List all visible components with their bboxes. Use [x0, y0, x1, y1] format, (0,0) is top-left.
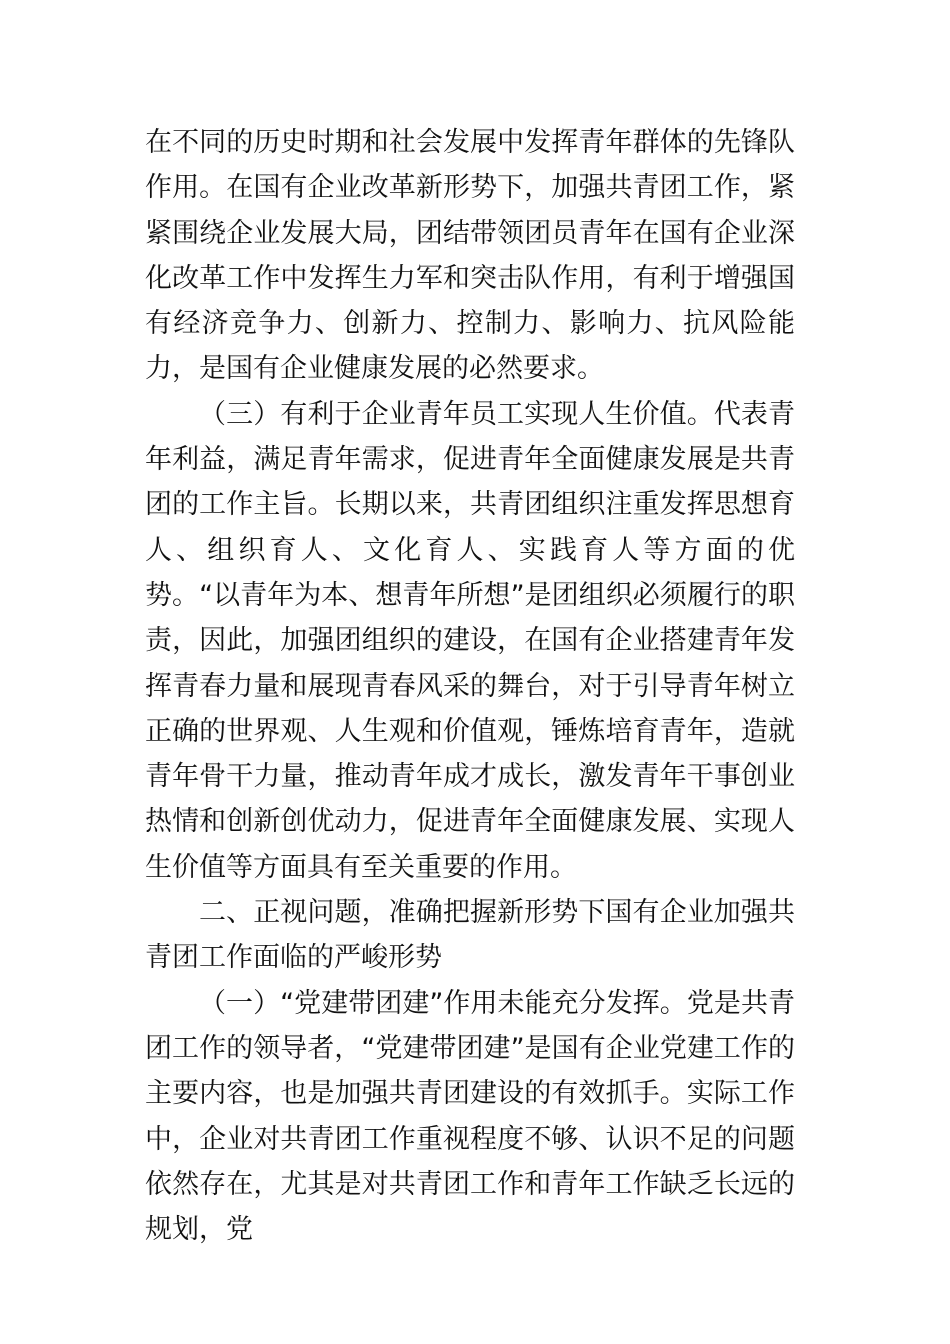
document-body: [145, 120, 795, 1252]
paragraph-continuation: 在不同的历史时期和社会发展中发挥青年群体的先锋队作用。在国有企业改革新形势下，加强共青团工作，紧紧围绕企业发展大局，团结带领团员青年在国有企业深化改革工作中发挥生力军和突击队作用，有利于增强国有经济竞争力、创新力、控制力、影响力、抗风险能力，是国有企业健康发展的必然要求。: [145, 127, 795, 385]
section-heading-two: 二、正视问题，准确把握新形势下国有企业加强共青团工作面临的严峻形势: [145, 897, 795, 974]
paragraph-section-three: （三）有利于企业青年员工实现人生价值。代表青年利益，满足青年需求，促进青年全面健康发展是共青团的工作主旨。长期以来，共青团组织注重发挥思想育人、组织育人、文化育人、实践育人等方面的优势。“以青年为本、想青年所想”是团组织必须履行的职责，因此，加强团组织的建设，在国有企业搭建青年发挥青春力量和展现青春风采的舞台，对于引导青年树立正确的世界观、人生观和价值观，锤炼培育青年，造就青年骨干力量，推动青年成才成长，激发青年干事创业热情和创新创优动力，促进青年全面健康发展、实现人生价值等方面具有至关重要的作用。: [145, 398, 795, 883]
paragraph-section-one: （一）“党建带团建”作用未能充分发挥。党是共青团工作的领导者，“党建带团建”是国有企业党建工作的主要内容，也是加强共青团建设的有效抓手。实际工作中，企业对共青团工作重视程度不够、认识不足的问题依然存在，尤其是对共青团工作和青年工作缺乏长远的规划，党: [145, 987, 795, 1246]
